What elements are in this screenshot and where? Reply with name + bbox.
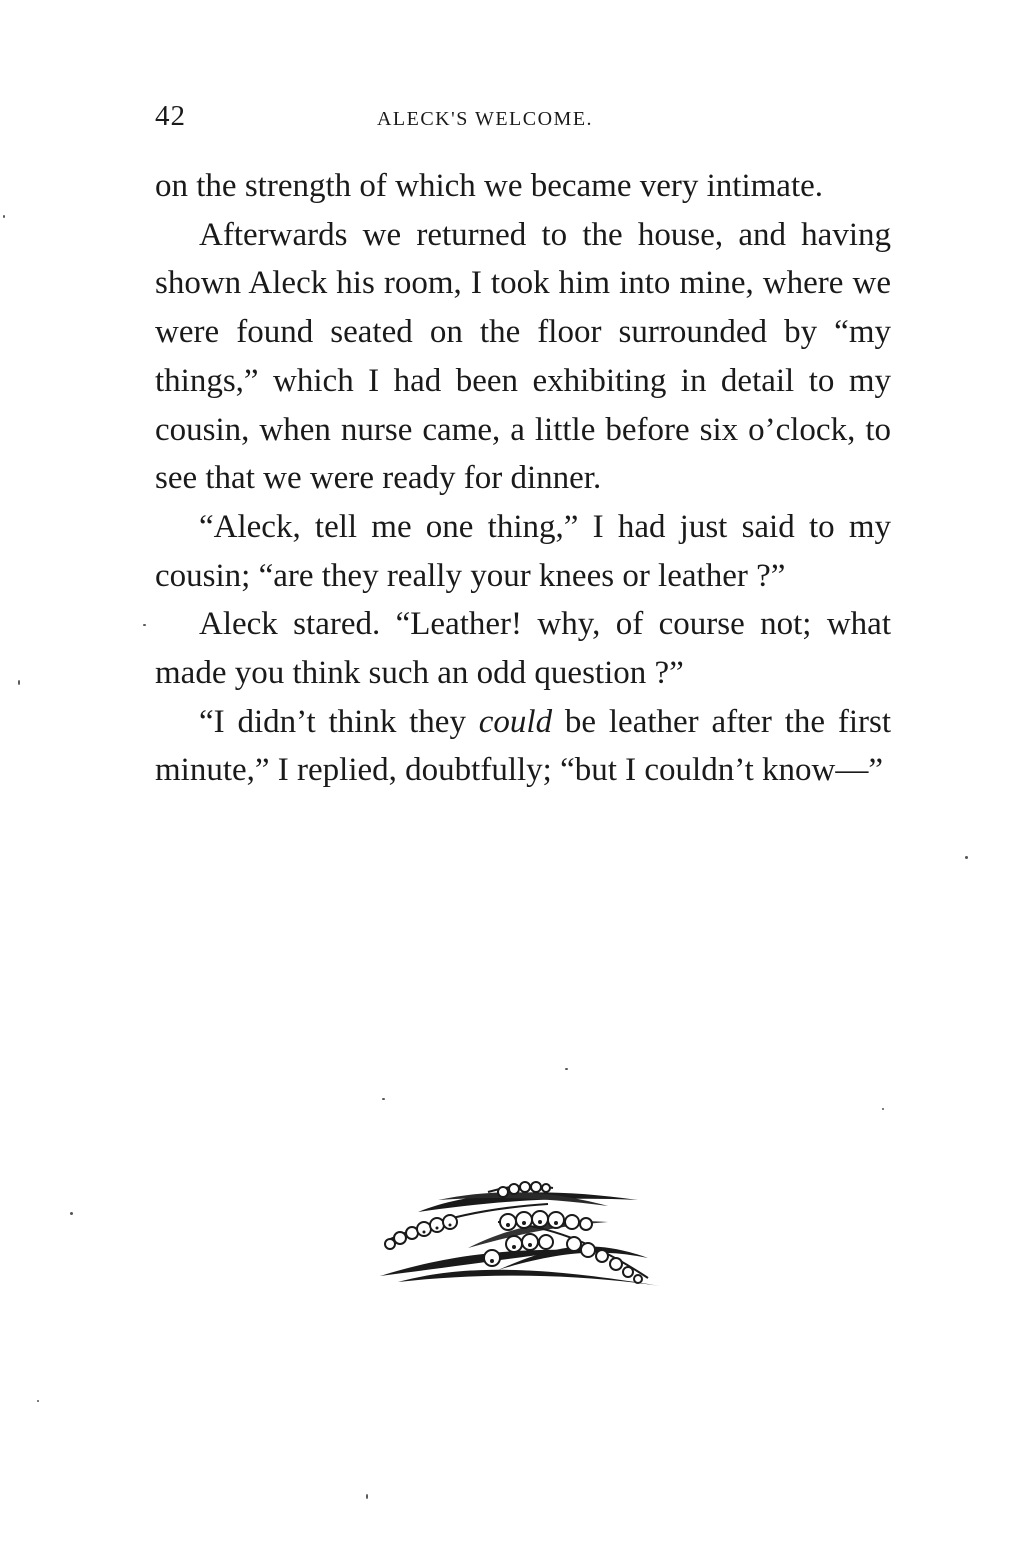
scan-speck	[565, 1068, 568, 1070]
scan-speck	[143, 624, 146, 626]
scan-speck	[382, 1098, 385, 1100]
lily-of-the-valley-icon	[378, 1178, 662, 1290]
paragraph	[155, 698, 891, 795]
page-number: 42	[155, 100, 186, 132]
paragraph	[155, 600, 891, 697]
paragraph-text: “I didn’t think they	[199, 703, 479, 740]
scan-speck	[965, 856, 968, 859]
paragraph-text: Aleck stared. “Leather! why, of course not; what made you think such an odd question ?”	[155, 606, 891, 692]
scan-speck	[3, 215, 5, 218]
paragraph	[155, 503, 891, 600]
paragraph-text: be leather after the first minute,” I replied, doubtfully; “but I couldn’t know—”	[155, 703, 891, 789]
scan-speck	[70, 1212, 73, 1215]
running-head	[155, 100, 891, 136]
paragraph-text: on the strength of which we became very intimate.	[155, 168, 824, 204]
scan-speck	[37, 1400, 39, 1402]
scan-speck	[882, 1108, 884, 1110]
paragraph-text: Afterwards we returned to the house, and having shown Aleck his room, I took him into mine, where we were found seated on the floor surrounded by “my things,” which I had been exhibiting in detail to my cousin, when nurse came, a little before six o’clock, to see that we were ready for dinner.	[155, 216, 891, 497]
italic-emphasis: could	[478, 703, 553, 740]
paragraph	[155, 211, 891, 503]
scan-speck	[366, 1494, 368, 1499]
paragraph-continuation	[155, 162, 891, 211]
running-title: ALECK'S WELCOME.	[376, 108, 594, 130]
scan-speck	[18, 680, 20, 685]
paragraph-text: “Aleck, tell me one thing,” I had just said to my cousin; “are they really your knees or leather ?”	[155, 508, 891, 594]
body-text	[155, 162, 891, 795]
